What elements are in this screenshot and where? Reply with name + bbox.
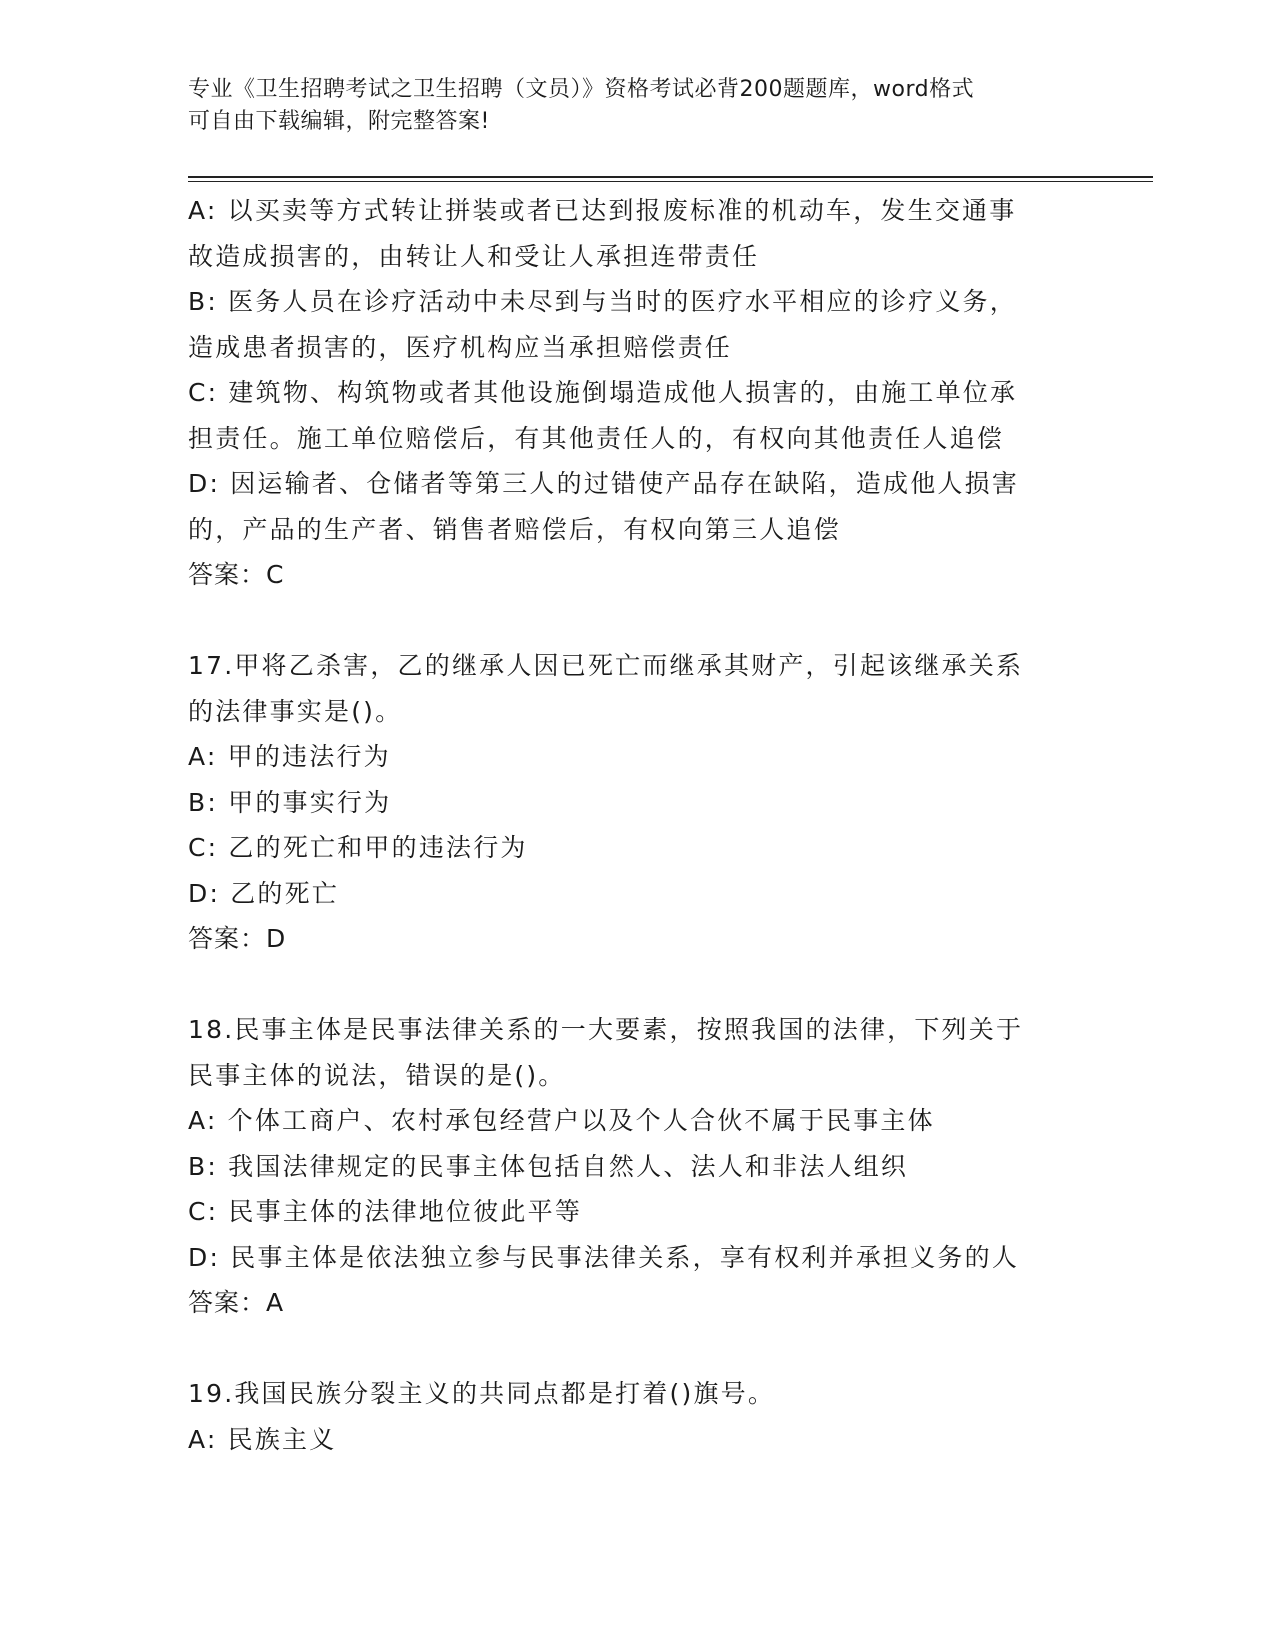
- question-16: [188, 188, 1088, 598]
- question-18: [188, 1007, 1088, 1326]
- q18-option-d: D: 民事主体是依法独立参与民事法律关系，享有权利并承担义务的人: [188, 1242, 1020, 1272]
- header-divider-thin: [188, 181, 1153, 182]
- q17-option-c: C: 乙的死亡和甲的违法行为: [188, 833, 528, 862]
- q18-stem-line-2: 民事主体的说法，错误的是()。: [188, 1060, 566, 1090]
- q19-stem-line-1: 19.我国民族分裂主义的共同点都是打着()旗号。: [188, 1379, 776, 1408]
- q16-option-a-line-2: 故造成损害的，由转让人和受让人承担连带责任: [188, 241, 760, 271]
- question-19: [188, 1371, 1088, 1462]
- q16-option-a-line-1: A: 以买卖等方式转让拼装或者已达到报废标准的机动车，发生交通事: [188, 196, 1017, 225]
- question-17: [188, 643, 1088, 962]
- spacer: [188, 962, 1088, 1008]
- q16-option-b-line-1: B: 医务人员在诊疗活动中未尽到与当时的医疗水平相应的诊疗义务，: [188, 287, 1017, 316]
- spacer: [188, 1326, 1088, 1372]
- q16-option-b-line-2: 造成患者损害的，医疗机构应当承担赔偿责任: [188, 332, 733, 362]
- q18-stem-line-1: 18.民事主体是民事法律关系的一大要素，按照我国的法律，下列关于: [188, 1015, 1024, 1044]
- q19-option-a: A: 民族主义: [188, 1424, 337, 1454]
- q18-answer: 答案：A: [188, 1288, 285, 1317]
- header-divider-thick: [188, 176, 1153, 178]
- q17-stem-line-1: 17.甲将乙杀害，乙的继承人因已死亡而继承其财产，引起该继承关系: [188, 651, 1024, 680]
- header-title-line-1: 专业《卫生招聘考试之卫生招聘（文员）》资格考试必背200题题库，word格式: [188, 77, 975, 102]
- q17-option-a: A: 甲的违法行为: [188, 742, 391, 771]
- document-header: [188, 74, 1068, 138]
- q16-option-c-line-1: C: 建筑物、构筑物或者其他设施倒塌造成他人损害的，由施工单位承: [188, 378, 1018, 407]
- question-content: [188, 188, 1088, 1462]
- q18-option-a: A: 个体工商户、农村承包经营户以及个人合伙不属于民事主体: [188, 1106, 935, 1135]
- q17-stem-line-2: 的法律事实是()。: [188, 696, 403, 726]
- q17-option-b: B: 甲的事实行为: [188, 787, 392, 817]
- q16-answer: 答案：C: [188, 560, 285, 589]
- q16-option-c-line-2: 担责任。施工单位赔偿后，有其他责任人的，有权向其他责任人追偿: [188, 423, 1005, 453]
- spacer: [188, 598, 1088, 644]
- q16-option-d-line-1: D: 因运输者、仓储者等第三人的过错使产品存在缺陷，造成他人损害: [188, 469, 1020, 498]
- header-title-line-2: 可自由下载编辑，附完整答案!: [188, 109, 490, 134]
- q18-option-c: C: 民事主体的法律地位彼此平等: [188, 1197, 583, 1226]
- q17-answer: 答案：D: [188, 924, 287, 953]
- q18-option-b: B: 我国法律规定的民事主体包括自然人、法人和非法人组织: [188, 1151, 909, 1181]
- q17-option-d: D: 乙的死亡: [188, 878, 340, 908]
- q16-option-d-line-2: 的，产品的生产者、销售者赔偿后，有权向第三人追偿: [188, 514, 841, 544]
